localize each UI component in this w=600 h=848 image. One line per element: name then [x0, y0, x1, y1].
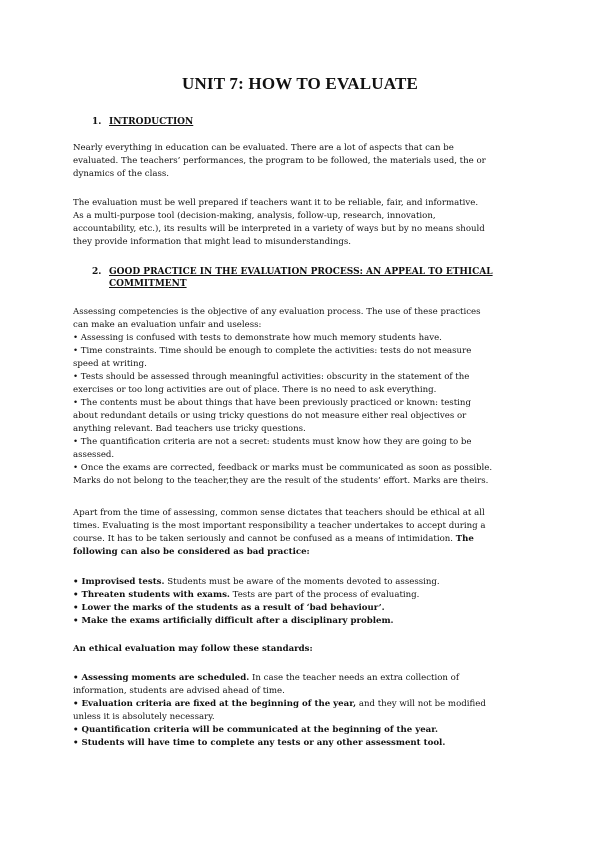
list-item-continuation: information, students are advised ahead of time. [73, 686, 285, 696]
text-line: they provide information that might lead to misunderstandings. [73, 237, 352, 247]
bullet-line: anything relevant. Bad teachers use tricky questions. [73, 424, 306, 434]
section-number: 2. [92, 267, 102, 277]
bullet-line: • The quantification criteria are not a secret: students must know how they are going to be [73, 437, 472, 447]
ethical-heading: An ethical evaluation may follow these standards: [73, 644, 313, 654]
bold-run: • Assessing moments are scheduled. [73, 673, 250, 683]
bad-practice-list [73, 576, 533, 628]
list-item [73, 698, 533, 711]
text-line: The evaluation must be well prepared if teachers want it to be reliable, fair, and informative. [73, 198, 479, 208]
list-item-continuation: unless it is absolutely necessary. [73, 712, 215, 722]
text-run: Tests are part of the process of evaluating. [229, 590, 420, 600]
section-title-line: COMMITMENT [109, 279, 187, 289]
text-line: times. Evaluating is the most important responsibility a teacher undertakes to accept during a [73, 521, 486, 531]
intro-paragraph-1 [73, 142, 533, 181]
bullet-line: • The contents must be about things that have been previously practiced or known: testing [73, 398, 471, 408]
bold-run: • Evaluation criteria are fixed at the beginning of the year, [73, 699, 357, 709]
section-title [109, 266, 509, 290]
list-item [73, 589, 533, 602]
intro-paragraph-2 [73, 197, 533, 249]
practices-paragraph [73, 306, 533, 488]
text-line: Assessing competencies is the objective of any evaluation process. The use of these practices [73, 307, 481, 317]
text-line [73, 533, 533, 546]
section-title: INTRODUCTION [109, 117, 194, 127]
bullet-line: • Tests should be assessed through meaningful activities: obscurity in the statement of the [73, 372, 470, 382]
list-item [73, 672, 533, 685]
bullet-line: • Assessing is confused with tests to demonstrate how much memory students have. [73, 333, 442, 343]
apart-paragraph [73, 507, 533, 559]
bullet-line: • Time constraints. Time should be enough to complete the activities: tests do not measure [73, 346, 472, 356]
bold-run: The [455, 534, 474, 544]
text-run: In case the teacher needs an extra collection of [249, 673, 460, 683]
bold-run: • Threaten students with exams. [73, 590, 230, 600]
bold-run: • Improvised tests. [73, 577, 165, 587]
list-item: • Quantification criteria will be communicated at the beginning of the year. [73, 725, 438, 735]
list-item: • Lower the marks of the students as a result of ‘bad behaviour’. [73, 603, 385, 613]
text-line: can make an evaluation unfair and useless: [73, 320, 262, 330]
ethical-heading-block [73, 643, 533, 656]
text-line: accountability, etc.), its results will be interpreted in a variety of ways but by no means should [73, 224, 485, 234]
section-number: 1. [92, 117, 102, 127]
bullet-line: about redundant details or using tricky questions do not measure either real objectives or [73, 411, 467, 421]
bullet-line: assessed. [73, 450, 115, 460]
page-title: UNIT 7: HOW TO EVALUATE [181, 74, 419, 93]
text-line: evaluated. The teachers’ performances, the program to be followed, the materials used, the or [73, 156, 486, 166]
bullet-line: speed at writing. [73, 359, 147, 369]
bold-line: following can also be considered as bad practice: [73, 547, 310, 557]
bullet-line: Marks do not belong to the teacher,they are the result of the students’ effort. Marks are theirs. [73, 476, 489, 486]
text-line: As a multi-purpose tool (decision-making, analysis, follow-up, research, innovation, [73, 211, 436, 221]
text-run: and they will not be modified [356, 699, 486, 709]
text-line: Nearly everything in education can be evaluated. There are a lot of aspects that can be [73, 143, 454, 153]
standards-list [73, 672, 533, 750]
text-line: Apart from the time of assessing, common sense dictates that teachers should be ethical at all [73, 508, 485, 518]
list-item: • Make the exams artificially difficult after a disciplinary problem. [73, 616, 394, 626]
list-item [73, 576, 533, 589]
bullet-line: • Once the exams are corrected, feedback or marks must be communicated as soon as possible. [73, 463, 493, 473]
list-item: • Students will have time to complete any tests or any other assessment tool. [73, 738, 446, 748]
section-title-line: GOOD PRACTICE IN THE EVALUATION PROCESS: AN APPEAL TO ETHICAL [109, 267, 493, 277]
text-run: Students must be aware of the moments devoted to assessing. [164, 577, 440, 587]
text-line: dynamics of the class. [73, 169, 169, 179]
text-run: course. It has to be taken seriously and cannot be confused as a means of intimidation. [73, 534, 454, 544]
bullet-line: exercises or too long activities are out of place. There is no need to ask everything. [73, 385, 437, 395]
